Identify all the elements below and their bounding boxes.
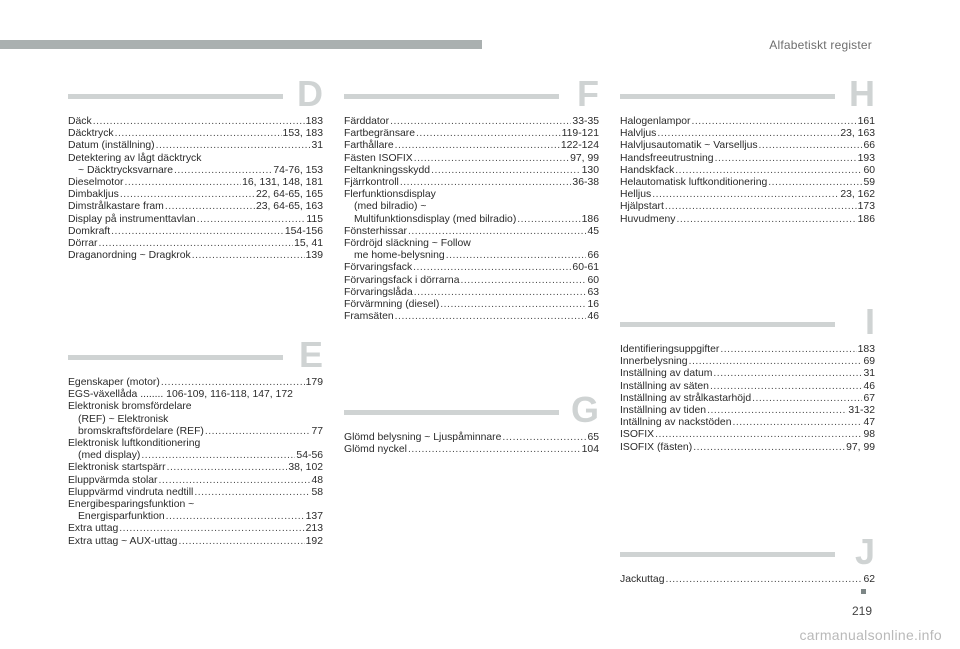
entry-page: 45 bbox=[587, 225, 599, 237]
entry-text: Förvaringsfack bbox=[344, 262, 413, 274]
entry-text: ISOFIX bbox=[620, 429, 655, 441]
entry-page: 74-76, 153 bbox=[273, 164, 323, 176]
index-entry bbox=[620, 368, 875, 380]
entry-text: Dieselmotor bbox=[68, 177, 124, 189]
leader-dots bbox=[416, 128, 561, 140]
entry-page: 154-156 bbox=[284, 225, 323, 237]
entry-page: 23, 163 bbox=[840, 128, 875, 140]
watermark: carmanualsonline.info bbox=[799, 627, 942, 643]
leader-dots bbox=[115, 128, 282, 140]
entry-page: 16, 131, 148, 181 bbox=[242, 177, 323, 189]
index-entry bbox=[68, 165, 323, 177]
index-entry bbox=[344, 444, 599, 456]
index-entry bbox=[68, 499, 323, 511]
index-entry bbox=[344, 275, 599, 287]
index-entry bbox=[620, 189, 875, 201]
leader-dots bbox=[124, 177, 241, 189]
entry-text: Fartbegränsare bbox=[344, 128, 416, 140]
index-entry bbox=[344, 226, 599, 238]
entry-text: Huvudmeny bbox=[620, 213, 676, 225]
leader-dots bbox=[111, 226, 284, 238]
entry-text: Farthållare bbox=[344, 140, 394, 152]
entry-page: 60-61 bbox=[572, 262, 599, 274]
entry-text: Energibesparingsfunktion ~ bbox=[68, 499, 195, 511]
index-entry bbox=[620, 165, 875, 177]
entry-text: (REF) ~ Elektronisk bbox=[78, 413, 169, 425]
leader-dots bbox=[517, 214, 580, 226]
index-entry bbox=[620, 116, 875, 128]
entry-page: 46 bbox=[863, 380, 875, 392]
entry-text: Elektronisk startspärr bbox=[68, 462, 166, 474]
entry-text: (med bilradio) ~ bbox=[354, 201, 427, 213]
leader-dots bbox=[693, 442, 845, 454]
index-entry bbox=[68, 487, 323, 499]
entry-text: Eluppvärmd vindruta nedtill bbox=[68, 486, 194, 498]
entry-page: 23, 162 bbox=[840, 189, 875, 201]
index-entry bbox=[620, 381, 875, 393]
entry-text: Fjärrkontroll bbox=[344, 177, 399, 189]
entry-page: 122-124 bbox=[560, 140, 599, 152]
leader-dots bbox=[713, 368, 862, 380]
index-entry bbox=[620, 140, 875, 152]
index-entry bbox=[68, 401, 323, 413]
entry-page: 31-32 bbox=[848, 405, 875, 417]
entry-text: Detektering av lågt däcktryck bbox=[68, 152, 202, 164]
entry-text: Fördröjd släckning ~ Follow bbox=[344, 238, 471, 250]
leader-dots bbox=[197, 214, 306, 226]
leader-dots bbox=[676, 214, 856, 226]
leader-dots bbox=[98, 238, 293, 250]
index-entry bbox=[68, 250, 323, 262]
index-list bbox=[620, 344, 875, 454]
entry-text: Däck bbox=[68, 116, 92, 127]
entry-text: Eluppvärmda stolar bbox=[68, 474, 158, 486]
section-g bbox=[344, 389, 599, 456]
entry-text: Jackuttag bbox=[620, 574, 665, 585]
index-list bbox=[620, 116, 875, 226]
index-entry bbox=[620, 177, 875, 189]
index-entry bbox=[344, 189, 599, 201]
leader-dots bbox=[194, 487, 310, 499]
index-entry bbox=[68, 189, 323, 201]
entry-page: 97, 99 bbox=[846, 441, 875, 453]
entry-page: 77 bbox=[311, 425, 323, 437]
leader-dots bbox=[665, 574, 862, 586]
entry-page: 192 bbox=[305, 535, 323, 547]
index-list bbox=[344, 116, 599, 323]
entry-page: 60 bbox=[863, 164, 875, 176]
index-entry bbox=[620, 417, 875, 429]
index-list bbox=[344, 432, 599, 456]
leader-dots bbox=[675, 165, 862, 177]
leader-dots bbox=[502, 432, 586, 444]
leader-dots bbox=[720, 344, 856, 356]
index-entry bbox=[344, 214, 599, 226]
page-bullet bbox=[861, 589, 866, 594]
index-entry bbox=[68, 201, 323, 213]
entry-text: Display på instrumenttavlan bbox=[68, 213, 196, 225]
index-entry bbox=[344, 128, 599, 140]
page-number: 219 bbox=[851, 604, 872, 618]
index-entry bbox=[344, 250, 599, 262]
leader-dots bbox=[120, 189, 255, 201]
leader-dots bbox=[461, 275, 587, 287]
entry-page: 98 bbox=[863, 429, 875, 441]
leader-dots bbox=[691, 116, 856, 128]
entry-page: 22, 64-65, 165 bbox=[255, 189, 323, 201]
index-entry bbox=[68, 214, 323, 226]
index-entry bbox=[620, 344, 875, 356]
leader-dots bbox=[159, 475, 311, 487]
entry-page: 66 bbox=[863, 140, 875, 152]
entry-page: 54-56 bbox=[296, 450, 323, 462]
index-entry bbox=[68, 140, 323, 152]
leader-dots bbox=[707, 405, 847, 417]
leader-dots bbox=[652, 189, 839, 201]
leader-dots bbox=[414, 287, 587, 299]
entry-page: 36-38 bbox=[572, 177, 599, 189]
entry-page: 66 bbox=[587, 250, 599, 262]
index-entry bbox=[68, 226, 323, 238]
entry-page: 173 bbox=[857, 201, 875, 213]
entry-page: 130 bbox=[581, 164, 599, 176]
section-letter: H bbox=[849, 73, 875, 114]
entry-page: 139 bbox=[305, 250, 323, 262]
entry-text: Dimbakljus bbox=[68, 189, 119, 201]
entry-page: 31 bbox=[311, 140, 323, 152]
entry-page: 47 bbox=[863, 417, 875, 429]
section-f bbox=[344, 73, 599, 323]
entry-page: 38, 102 bbox=[288, 462, 323, 474]
index-entry bbox=[68, 450, 323, 462]
entry-text: Identifieringsuppgifter bbox=[620, 344, 720, 355]
leader-dots bbox=[414, 153, 569, 165]
section-letter: J bbox=[854, 531, 875, 572]
entry-text: Glömd nyckel bbox=[344, 444, 407, 456]
leader-dots bbox=[167, 462, 288, 474]
entry-page: 65 bbox=[587, 432, 599, 443]
index-entry bbox=[68, 523, 323, 535]
chapter-title: Alfabetiskt register bbox=[769, 38, 872, 52]
entry-text: Domkraft bbox=[68, 225, 111, 237]
entry-page: 69 bbox=[863, 356, 875, 368]
leader-dots bbox=[440, 299, 586, 311]
index-entry bbox=[344, 238, 599, 250]
entry-text: Helljus bbox=[620, 189, 652, 201]
entry-page: 161 bbox=[857, 116, 875, 127]
leader-dots bbox=[655, 429, 862, 441]
leader-dots bbox=[408, 444, 581, 456]
index-entry bbox=[620, 442, 875, 454]
index-entry bbox=[620, 128, 875, 140]
leader-dots bbox=[657, 128, 839, 140]
leader-dots bbox=[759, 140, 863, 152]
entry-page: 23, 64-65, 163 bbox=[255, 201, 323, 213]
entry-text: Förvaringsfack i dörrarna bbox=[344, 274, 460, 286]
entry-page: 193 bbox=[857, 152, 875, 164]
leader-dots bbox=[119, 523, 304, 535]
section-e bbox=[68, 334, 323, 548]
entry-page: 63 bbox=[587, 286, 599, 298]
leader-dots bbox=[166, 511, 305, 523]
section-letter: E bbox=[298, 334, 323, 375]
section-letter: I bbox=[864, 301, 875, 342]
leader-dots bbox=[665, 201, 857, 213]
entry-text: (med display) bbox=[78, 450, 141, 462]
index-entry bbox=[68, 426, 323, 438]
entry-text: Förvaringslåda bbox=[344, 286, 413, 298]
index-entry bbox=[68, 389, 323, 401]
entry-page: 97, 99 bbox=[570, 152, 599, 164]
entry-text: Inställning av datum bbox=[620, 368, 713, 380]
index-entry bbox=[344, 432, 599, 444]
index-entry bbox=[620, 356, 875, 368]
index-entry bbox=[344, 262, 599, 274]
entry-text: Egenskaper (motor) bbox=[68, 377, 160, 388]
index-entry bbox=[68, 153, 323, 165]
entry-text: Inställning av säten bbox=[620, 380, 709, 392]
entry-page: 48 bbox=[311, 474, 323, 486]
entry-text: Halvljusautomatik ~ Varselljus bbox=[620, 140, 758, 152]
entry-page: 15, 41 bbox=[294, 238, 323, 250]
entry-page: 67 bbox=[863, 392, 875, 404]
entry-text: Elektronisk luftkonditionering bbox=[68, 438, 201, 450]
entry-text: Hjälpstart bbox=[620, 201, 664, 213]
entry-page: 60 bbox=[587, 274, 599, 286]
leader-dots bbox=[395, 140, 560, 152]
index-entry bbox=[344, 287, 599, 299]
leader-dots bbox=[395, 311, 587, 323]
entry-text: Dörrar bbox=[68, 238, 98, 250]
index-entry bbox=[344, 140, 599, 152]
index-entry bbox=[344, 299, 599, 311]
index-list bbox=[68, 116, 323, 262]
leader-dots bbox=[752, 393, 862, 405]
leader-dots bbox=[178, 536, 304, 548]
section-letter: G bbox=[570, 389, 599, 430]
entry-page: 137 bbox=[305, 511, 323, 523]
leader-dots bbox=[390, 116, 571, 128]
entry-page: 33-35 bbox=[572, 116, 599, 127]
index-entry bbox=[68, 377, 323, 389]
entry-page: 153, 183 bbox=[282, 128, 323, 140]
leader-dots bbox=[733, 417, 863, 429]
leader-dots bbox=[400, 177, 572, 189]
entry-page: 183 bbox=[305, 116, 323, 127]
leader-dots bbox=[174, 165, 272, 177]
entry-text: EGS-växellåda ........ 106-109, 116-118, 147, 172 bbox=[68, 389, 293, 401]
index-entry bbox=[68, 116, 323, 128]
entry-text: Inställning av tiden bbox=[620, 405, 707, 417]
index-list bbox=[620, 574, 875, 586]
entry-page: 183 bbox=[857, 344, 875, 355]
index-entry bbox=[344, 165, 599, 177]
leader-dots bbox=[715, 153, 857, 165]
entry-page: 104 bbox=[581, 444, 599, 456]
section-i bbox=[620, 301, 875, 454]
entry-text: me home-belysning bbox=[354, 250, 445, 262]
entry-page: 186 bbox=[581, 213, 599, 225]
leader-dots bbox=[768, 177, 862, 189]
entry-page: 59 bbox=[863, 177, 875, 189]
entry-page: 115 bbox=[306, 213, 323, 225]
entry-text: Handsfreeutrustning bbox=[620, 152, 714, 164]
index-list bbox=[68, 377, 323, 548]
index-entry bbox=[344, 153, 599, 165]
entry-text: Extra uttag ~ AUX-uttag bbox=[68, 535, 178, 547]
index-entry bbox=[68, 438, 323, 450]
header-bar bbox=[0, 40, 482, 49]
leader-dots bbox=[413, 262, 571, 274]
entry-text: Helautomatisk luftkonditionering bbox=[620, 177, 768, 189]
section-j bbox=[620, 531, 875, 586]
leader-dots bbox=[192, 250, 305, 262]
entry-text: Datum (inställning) bbox=[68, 140, 155, 152]
entry-page: 119-121 bbox=[561, 128, 599, 140]
entry-page: 46 bbox=[587, 311, 599, 323]
entry-text: Glömd belysning ~ Ljuspåminnare bbox=[344, 432, 502, 443]
entry-page: 186 bbox=[857, 213, 875, 225]
leader-dots bbox=[710, 381, 862, 393]
entry-text: Framsäten bbox=[344, 311, 394, 323]
entry-text: Intällning av nackstöden bbox=[620, 417, 732, 429]
entry-page: 62 bbox=[863, 574, 875, 585]
entry-text: Fönsterhissar bbox=[344, 225, 407, 237]
entry-text: ISOFIX (fästen) bbox=[620, 441, 693, 453]
entry-text: Draganordning ~ Dragkrok bbox=[68, 250, 191, 262]
index-entry bbox=[620, 393, 875, 405]
index-entry bbox=[344, 311, 599, 323]
entry-page: 31 bbox=[863, 368, 875, 380]
entry-text: Innerbelysning bbox=[620, 356, 688, 368]
index-entry bbox=[68, 238, 323, 250]
entry-page: 16 bbox=[587, 299, 599, 311]
section-h bbox=[620, 73, 875, 226]
index-entry bbox=[344, 116, 599, 128]
index-entry bbox=[620, 574, 875, 586]
entry-text: Färddator bbox=[344, 116, 390, 127]
leader-dots bbox=[205, 426, 311, 438]
leader-dots bbox=[141, 450, 295, 462]
section-d bbox=[68, 73, 323, 262]
entry-page: 58 bbox=[311, 486, 323, 498]
entry-text: Feltankningsskydd bbox=[344, 164, 431, 176]
index-entry bbox=[68, 475, 323, 487]
index-entry bbox=[68, 536, 323, 548]
section-letter: F bbox=[577, 73, 599, 114]
leader-dots bbox=[431, 165, 581, 177]
leader-dots bbox=[446, 250, 587, 262]
entry-page: 179 bbox=[305, 377, 323, 388]
index-entry bbox=[68, 414, 323, 426]
entry-text: Extra uttag bbox=[68, 523, 119, 535]
entry-text: Handskfack bbox=[620, 164, 675, 176]
leader-dots bbox=[689, 356, 863, 368]
entry-text: Dimstrålkastare fram bbox=[68, 201, 164, 213]
entry-page: 213 bbox=[305, 523, 323, 535]
leader-dots bbox=[156, 140, 311, 152]
entry-text: Energisparfunktion bbox=[78, 511, 165, 523]
index-entry bbox=[620, 429, 875, 441]
entry-text: Inställning av strålkastarhöjd bbox=[620, 392, 752, 404]
index-entry bbox=[68, 511, 323, 523]
leader-dots bbox=[161, 377, 305, 389]
index-entry bbox=[344, 201, 599, 213]
leader-dots bbox=[408, 226, 586, 238]
entry-text: ~ Däcktrycksvarnare bbox=[78, 164, 173, 176]
index-entry bbox=[620, 201, 875, 213]
entry-text: Multifunktionsdisplay (med bilradio) bbox=[354, 213, 517, 225]
leader-dots bbox=[165, 201, 255, 213]
index-entry bbox=[620, 214, 875, 226]
entry-text: Flerfunktionsdisplay bbox=[344, 189, 436, 201]
entry-text: Fästen ISOFIX bbox=[344, 152, 413, 164]
leader-dots bbox=[93, 116, 305, 128]
entry-text: Halogenlampor bbox=[620, 116, 691, 127]
index-entry bbox=[68, 128, 323, 140]
entry-text: Förvärmning (diesel) bbox=[344, 299, 440, 311]
index-entry bbox=[68, 462, 323, 474]
entry-text: Halvljus bbox=[620, 128, 657, 140]
entry-text: bromskraftsfördelare (REF) bbox=[78, 425, 204, 437]
index-entry bbox=[344, 177, 599, 189]
index-entry bbox=[620, 405, 875, 417]
index-entry bbox=[620, 153, 875, 165]
section-letter: D bbox=[297, 73, 323, 114]
index-entry bbox=[68, 177, 323, 189]
entry-text: Däcktryck bbox=[68, 128, 114, 140]
entry-text: Elektronisk bromsfördelare bbox=[68, 401, 192, 413]
